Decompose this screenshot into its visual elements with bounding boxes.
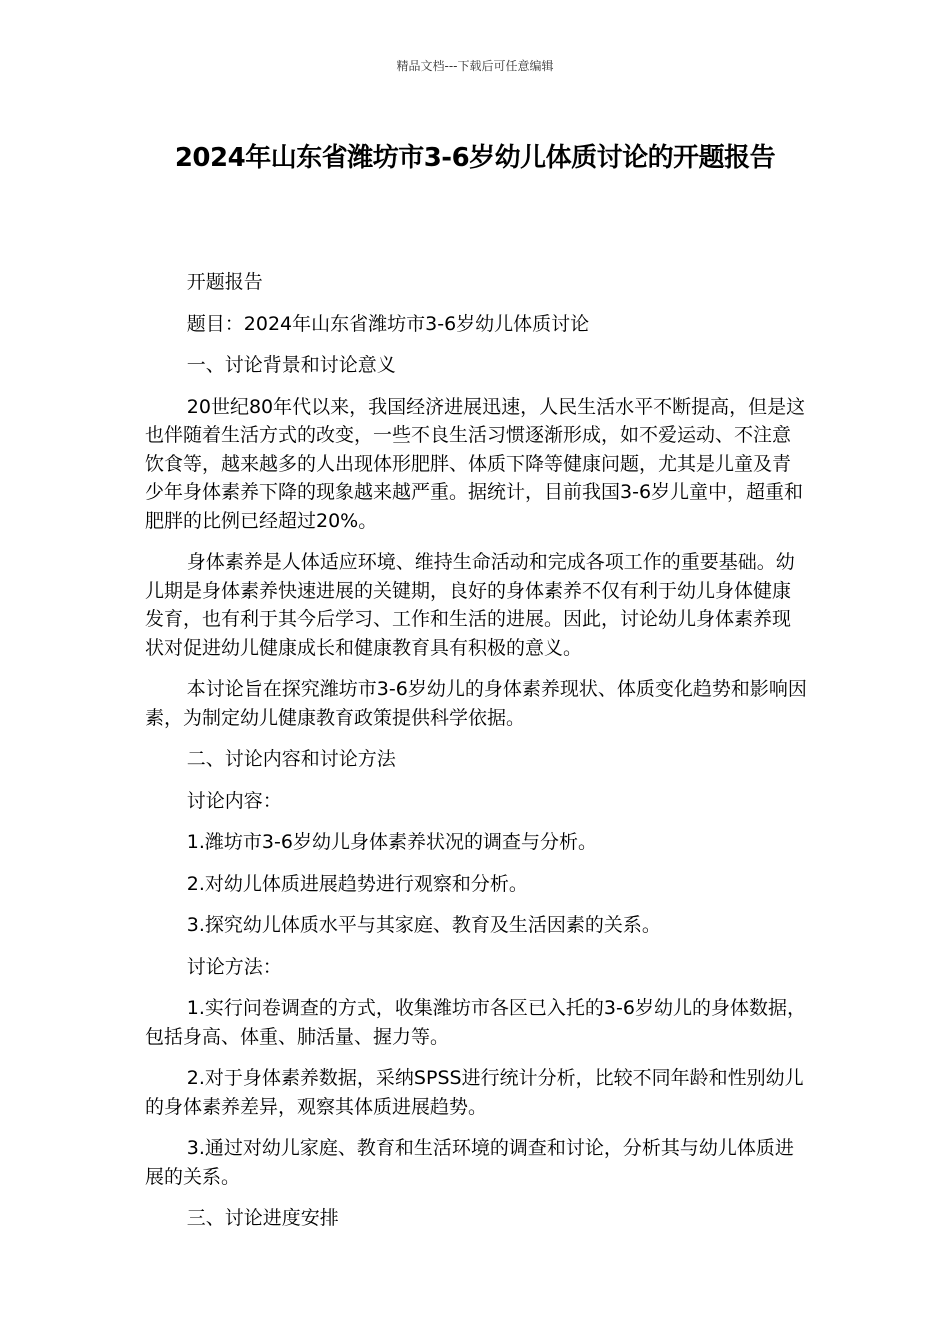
paragraph-report-label: 开题报告 [186, 271, 263, 293]
list-item-content-2: 2.对幼儿体质进展趋势进行观察和分析。 [186, 872, 528, 895]
subheading-content: 讨论内容： [186, 789, 282, 812]
list-item-content-1: 1.潍坊市3-6岁幼儿身体素养状况的调查与分析。 [186, 831, 597, 853]
section-heading-content-methods: 二、讨论内容和讨论方法 [186, 748, 396, 770]
paragraph-topic: 题目：2024年山东省潍坊市3-6岁幼儿体质讨论 [186, 312, 590, 335]
paragraph-background-1: 20世纪80年代以来，我国经济进展迅速，人民生活水平不断提高，但是这也伴随着生活方式的改变，一些不良生活习惯逐渐形成，如不爱运动、不注意饮食等，越来越多的人出现体形肥胖、体质下降等健康问题，尤其是儿童及青少年身体素养下降的现象越来越严重。据统计，目前我国3-6岁儿童中，超重和肥胖的比例已经超过20%。 [145, 395, 806, 532]
subheading-methods: 讨论方法： [186, 955, 282, 978]
document-body [145, 268, 809, 1246]
page-header: 精品文档---下载后可任意编辑 [396, 59, 554, 73]
list-item-content-3: 3.探究幼儿体质水平与其家庭、教育及生活因素的关系。 [186, 914, 661, 936]
list-item-method-2: 2.对于身体素养数据，采纳SPSS进行统计分析，比较不同年龄和性别幼儿的身体素养差异，观察其体质进展趋势。 [145, 1067, 804, 1118]
section-heading-schedule: 三、讨论进度安排 [186, 1207, 339, 1229]
list-item-method-3: 3.通过对幼儿家庭、教育和生活环境的调查和讨论，分析其与幼儿体质进展的关系。 [145, 1137, 794, 1188]
document-title: 2024年山东省潍坊市3-6岁幼儿体质讨论的开题报告 [174, 143, 776, 173]
paragraph-background-2: 身体素养是人体适应环境、维持生命活动和完成各项工作的重要基础。幼儿期是身体素养快速进展的关键期，良好的身体素养不仅有利于幼儿身体健康发育，也有利于其今后学习、工作和生活的进展。因此，讨论幼儿身体素养现状对促进幼儿健康成长和健康教育具有积极的意义。 [145, 551, 795, 659]
list-item-method-1: 1.实行问卷调查的方式，收集潍坊市各区已入托的3-6岁幼儿的身体数据，包括身高、体重、肺活量、握力等。 [145, 997, 806, 1048]
section-heading-background: 一、讨论背景和讨论意义 [186, 354, 396, 376]
paragraph-background-3: 本讨论旨在探究潍坊市3-6岁幼儿的身体素养现状、体质变化趋势和影响因素，为制定幼儿健康教育政策提供科学依据。 [145, 678, 807, 729]
